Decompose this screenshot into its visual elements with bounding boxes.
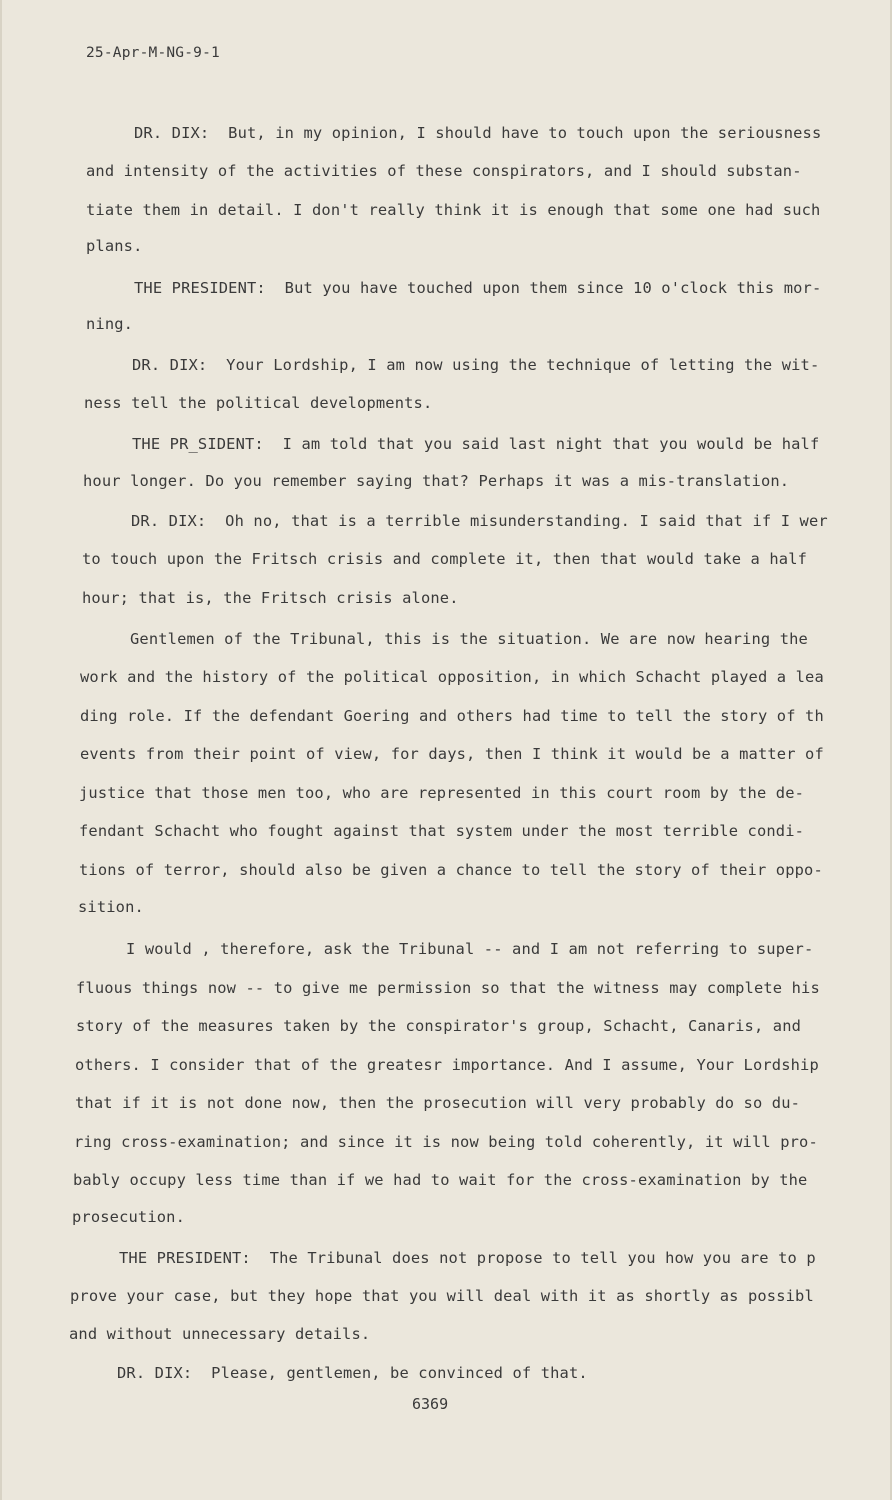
text-line: ring cross-examination; and since it is now being told coherently, it will pro-	[74, 1133, 818, 1151]
text-line: ning.	[86, 315, 134, 333]
text-line: plans.	[86, 237, 143, 255]
page-number: 6369	[412, 1395, 449, 1413]
text-line: DR. DIX: Oh no, that is a terrible misunderstanding. I said that if I wer	[131, 512, 828, 530]
text-line: prosecution.	[72, 1208, 185, 1226]
text-line: and without unnecessary details.	[69, 1325, 371, 1343]
text-line: bably occupy less time than if we had to wait for the cross-examination by the	[73, 1171, 808, 1189]
text-line: and intensity of the activities of these conspirators, and I should substan-	[86, 162, 802, 180]
document-reference: 25-Apr-M-NG-9-1	[86, 45, 220, 61]
text-line: others. I consider that of the greatesr importance. And I assume, Your Lordship	[75, 1056, 819, 1074]
text-line: THE PR_SIDENT: I am told that you said last night that you would be half	[132, 435, 820, 453]
text-line: justice that those men too, who are represented in this court room by the de-	[79, 784, 805, 802]
text-line: ding role. If the defendant Goering and others had time to tell the story of th	[80, 707, 824, 725]
text-line: work and the history of the political opposition, in which Schacht played a lea	[80, 668, 824, 686]
text-line: I would , therefore, ask the Tribunal -- and I am not referring to super-	[126, 940, 814, 958]
text-line: THE PRESIDENT: The Tribunal does not propose to tell you how you are to p	[119, 1249, 816, 1267]
text-line: prove your case, but they hope that you will deal with it as shortly as possibl	[70, 1287, 814, 1305]
text-line: tions of terror, should also be given a chance to tell the story of their oppo-	[79, 861, 823, 879]
text-line: events from their point of view, for days, then I think it would be a matter of	[80, 745, 824, 763]
text-line: fendant Schacht who fought against that system under the most terrible condi-	[79, 822, 805, 840]
text-line: DR. DIX: Your Lordship, I am now using the technique of letting the wit-	[132, 356, 820, 374]
text-line: that if it is not done now, then the prosecution will very probably do so du-	[75, 1094, 801, 1112]
text-line: tiate them in detail. I don't really think it is enough that some one had such	[86, 201, 821, 219]
text-line: DR. DIX: But, in my opinion, I should have to touch upon the seriousness	[134, 124, 822, 142]
text-line: DR. DIX: Please, gentlemen, be convinced of that.	[117, 1364, 588, 1382]
text-line: sition.	[78, 898, 144, 916]
text-line: hour; that is, the Fritsch crisis alone.	[82, 589, 459, 607]
text-line: story of the measures taken by the conspirator's group, Schacht, Canaris, and	[76, 1017, 802, 1035]
text-line: ness tell the political developments.	[84, 394, 433, 412]
text-line: hour longer. Do you remember saying that? Perhaps it was a mis-translation.	[83, 472, 790, 490]
text-line: to touch upon the Fritsch crisis and complete it, then that would take a half	[82, 550, 808, 568]
text-line: THE PRESIDENT: But you have touched upon them since 10 o'clock this mor-	[134, 279, 822, 297]
text-line: fluous things now -- to give me permission so that the witness may complete his	[76, 979, 820, 997]
page-edge-left	[0, 0, 2, 1500]
text-line: Gentlemen of the Tribunal, this is the situation. We are now hearing the	[130, 630, 808, 648]
